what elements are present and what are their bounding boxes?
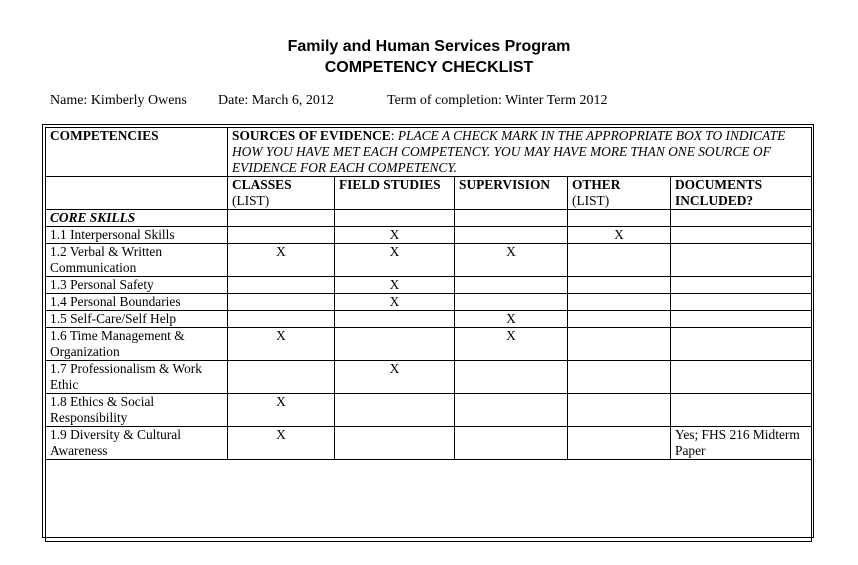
other-cell: [568, 394, 671, 427]
competency-label: 1.3 Personal Safety: [46, 277, 228, 294]
documents-cell: [671, 311, 812, 328]
documents-cell: [671, 361, 812, 394]
table-cell: [568, 210, 671, 227]
supervision-cell: [455, 427, 568, 460]
blank-notes-area: [46, 460, 812, 542]
table-row: [46, 244, 812, 277]
checklist-date: Date: March 6, 2012: [218, 93, 334, 108]
column-header-supervision: [455, 177, 568, 210]
field-studies-cell: [335, 311, 455, 328]
other-cell: [568, 277, 671, 294]
competency-label: 1.8 Ethics & Social Responsibility: [46, 394, 228, 427]
classes-cell: [228, 311, 335, 328]
documents-cell: [671, 294, 812, 311]
table-row: [46, 328, 812, 361]
table-row: [46, 277, 812, 294]
classes-cell: [228, 277, 335, 294]
field-studies-cell: [335, 328, 455, 361]
classes-header-line1: CLASSES: [232, 177, 292, 192]
supervision-cell: [455, 294, 568, 311]
column-header-field-studies: [335, 177, 455, 210]
column-header-classes: [228, 177, 335, 210]
competency-label: 1.2 Verbal & Written Communication: [46, 244, 228, 277]
classes-cell: X: [228, 394, 335, 427]
classes-cell: X: [228, 328, 335, 361]
field-studies-cell: [335, 394, 455, 427]
sources-of-evidence-header: [228, 128, 812, 177]
other-cell: [568, 294, 671, 311]
sources-colon: :: [390, 128, 398, 143]
competency-label: 1.5 Self-Care/Self Help: [46, 311, 228, 328]
documents-cell: [671, 277, 812, 294]
student-name: Name: Kimberly Owens: [50, 93, 187, 108]
other-header-line2: (LIST): [572, 193, 610, 208]
table-row: [46, 427, 812, 460]
table-row-blank: [46, 460, 812, 542]
sources-instruction: PLACE A CHECK MARK IN THE APPROPRIATE BOX TO INDICATE HOW YOU HAVE MET EACH COMPETENCY. YOU MAY HAVE MORE THAN ONE SOURCE OF EVIDENCE FOR EACH COMPETENCY.: [232, 128, 786, 175]
table-row: [46, 294, 812, 311]
other-cell: [568, 328, 671, 361]
classes-cell: [228, 361, 335, 394]
documents-cell: [671, 328, 812, 361]
other-cell: [568, 244, 671, 277]
documents-header-line1: DOCUMENTS: [675, 177, 763, 192]
supervision-cell: [455, 361, 568, 394]
supervision-cell: [455, 227, 568, 244]
field-header-line1: FIELD STUDIES: [339, 177, 441, 192]
table-row: [46, 394, 812, 427]
classes-cell: [228, 227, 335, 244]
supervision-cell: X: [455, 328, 568, 361]
competency-table: [45, 127, 812, 542]
field-studies-cell: X: [335, 361, 455, 394]
column-header-documents: [671, 177, 812, 210]
other-cell: [568, 311, 671, 328]
sources-label: SOURCES OF EVIDENCE: [232, 128, 391, 143]
checklist-title: COMPETENCY CHECKLIST: [324, 59, 534, 76]
table-row: [46, 227, 812, 244]
competency-label: 1.7 Professionalism & Work Ethic: [46, 361, 228, 394]
supervision-cell: [455, 277, 568, 294]
documents-cell: Yes; FHS 216 Midterm Paper: [671, 427, 812, 460]
classes-cell: X: [228, 427, 335, 460]
table-cell: [228, 210, 335, 227]
table-row: [46, 361, 812, 394]
competencies-header: COMPETENCIES: [46, 128, 228, 177]
field-studies-cell: X: [335, 294, 455, 311]
competency-label: 1.1 Interpersonal Skills: [46, 227, 228, 244]
table-cell: [671, 210, 812, 227]
other-cell: [568, 427, 671, 460]
field-studies-cell: X: [335, 227, 455, 244]
term-of-completion: Term of completion: Winter Term 2012: [387, 93, 608, 108]
documents-cell: [671, 244, 812, 277]
documents-header-line2: INCLUDED?: [675, 193, 754, 208]
competency-label: 1.6 Time Management & Organization: [46, 328, 228, 361]
supervision-cell: [455, 394, 568, 427]
field-studies-cell: X: [335, 244, 455, 277]
classes-cell: [228, 294, 335, 311]
competency-label: 1.9 Diversity & Cultural Awareness: [46, 427, 228, 460]
table-row: [46, 311, 812, 328]
classes-cell: X: [228, 244, 335, 277]
classes-header-line2: (LIST): [232, 193, 270, 208]
table-cell: [335, 210, 455, 227]
documents-cell: [671, 227, 812, 244]
other-cell: [568, 361, 671, 394]
other-header-line1: OTHER: [572, 177, 621, 192]
table-cell: [455, 210, 568, 227]
section-label-core-skills: CORE SKILLS: [46, 210, 228, 227]
field-studies-cell: X: [335, 277, 455, 294]
supervision-cell: X: [455, 244, 568, 277]
supervision-header-line1: SUPERVISION: [459, 177, 551, 192]
documents-cell: [671, 394, 812, 427]
competency-label: 1.4 Personal Boundaries: [46, 294, 228, 311]
other-cell: X: [568, 227, 671, 244]
column-header-blank: [46, 177, 228, 210]
program-title: Family and Human Services Program: [287, 38, 571, 55]
supervision-cell: X: [455, 311, 568, 328]
column-header-other: [568, 177, 671, 210]
field-studies-cell: [335, 427, 455, 460]
